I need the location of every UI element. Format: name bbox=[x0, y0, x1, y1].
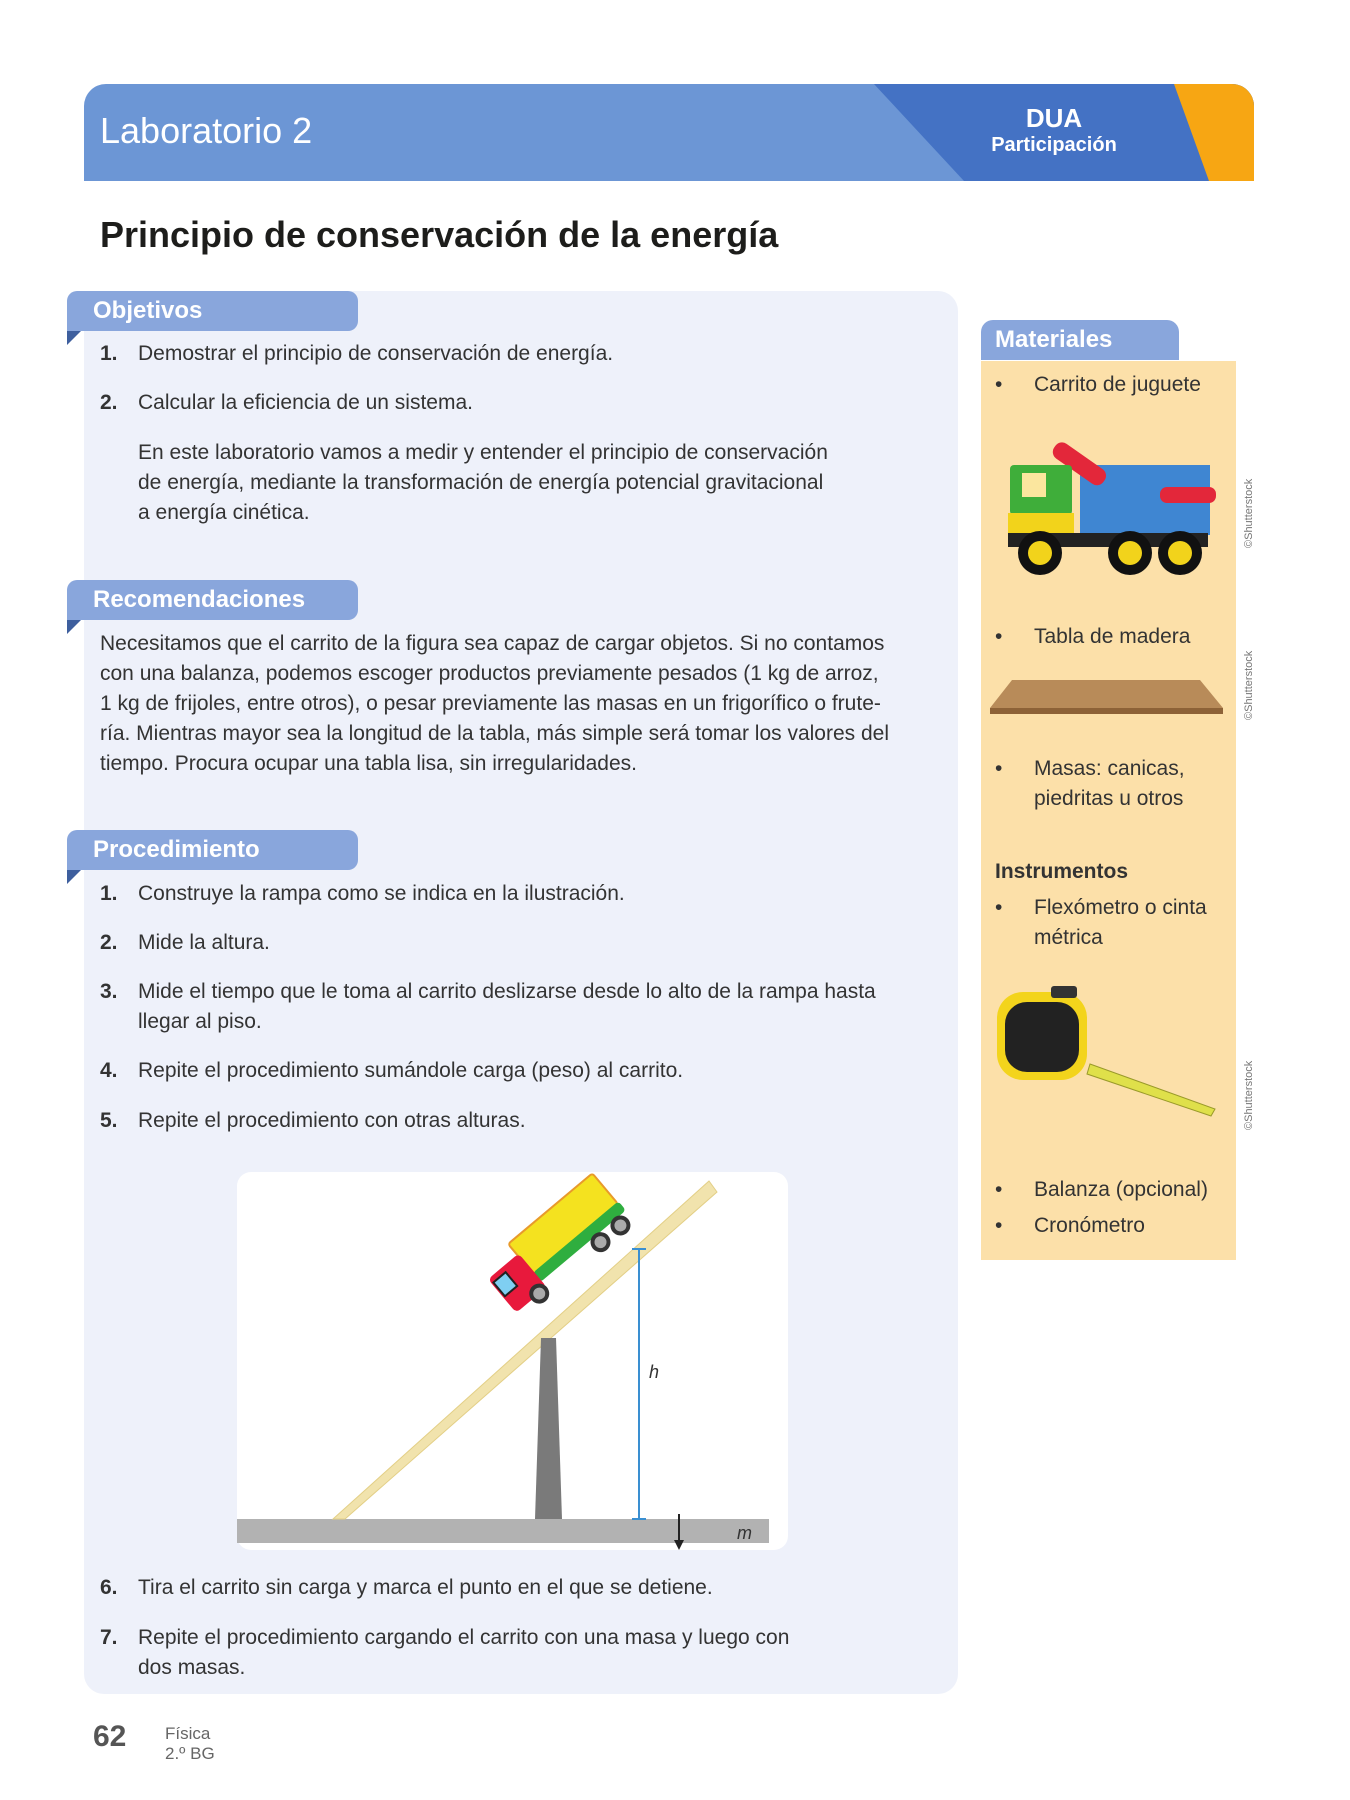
instrument-item: Cronómetro bbox=[1034, 1214, 1145, 1237]
bullet: • bbox=[995, 1214, 1003, 1237]
text-line: 1 kg de frijoles, entre otros), o pesar previamente las masas en un frigorífico o frute- bbox=[100, 692, 881, 715]
step-text bbox=[138, 1106, 526, 1136]
step-text bbox=[138, 928, 270, 958]
step-text bbox=[138, 879, 625, 909]
step-line: Repite el procedimiento con otras alturas. bbox=[138, 1109, 526, 1132]
page-number: 62 bbox=[93, 1720, 127, 1753]
procedimiento-heading: Procedimiento bbox=[67, 830, 358, 870]
item-line: Flexómetro o cinta bbox=[1034, 896, 1207, 919]
ramp-diagram bbox=[237, 1172, 788, 1550]
step-number: 2. bbox=[100, 931, 118, 954]
footer-grade: 2.º BG bbox=[165, 1744, 215, 1763]
objetivos-heading: Objetivos bbox=[67, 291, 358, 331]
lab-header bbox=[84, 84, 1254, 181]
intro-paragraph bbox=[138, 438, 828, 528]
text-line: tiempo. Procura ocupar una tabla lisa, sin irregularidades. bbox=[100, 752, 637, 775]
dua-subtitle: Participación bbox=[991, 134, 1117, 156]
recomendaciones-heading: Recomendaciones bbox=[67, 580, 358, 620]
step-number: 3. bbox=[100, 980, 118, 1003]
bullet: • bbox=[995, 896, 1003, 919]
step-text bbox=[138, 977, 876, 1037]
bullet: • bbox=[995, 373, 1003, 396]
step-number: 7. bbox=[100, 1626, 118, 1649]
step-number: 6. bbox=[100, 1576, 118, 1599]
objective-text: Demostrar el principio de conservación de energía. bbox=[138, 342, 614, 365]
text-line: ría. Mientras mayor sea la longitud de la tabla, más simple será tomar los valores del bbox=[100, 722, 890, 745]
toy-dump-truck-image bbox=[1000, 425, 1225, 585]
bullet: • bbox=[995, 1178, 1003, 1201]
step-line: Mide el tiempo que le toma al carrito deslizarse desde lo alto de la rampa hasta bbox=[138, 980, 876, 1003]
paragraph-line: a energía cinética. bbox=[138, 501, 310, 524]
bullet: • bbox=[995, 757, 1003, 780]
step-line: Construye la rampa como se indica en la ilustración. bbox=[138, 882, 625, 905]
toy-truck-illustration bbox=[479, 1172, 638, 1321]
material-item: Tabla de madera bbox=[1034, 625, 1191, 648]
ground bbox=[237, 1519, 769, 1543]
objective-number: 2. bbox=[100, 391, 118, 414]
step-line: Mide la altura. bbox=[138, 931, 270, 954]
objective-text: Calcular la eficiencia de un sistema. bbox=[138, 391, 473, 414]
paragraph-line: de energía, mediante la transformación de energía potencial gravitacional bbox=[138, 471, 824, 494]
instrumentos-heading: Instrumentos bbox=[995, 860, 1129, 883]
bullet: • bbox=[995, 625, 1003, 648]
step-line: Repite el procedimiento cargando el carrito con una masa y luego con bbox=[138, 1626, 790, 1649]
step-text bbox=[138, 1573, 713, 1603]
text-line: Necesitamos que el carrito de la figura sea capaz de cargar objetos. Si no contamos bbox=[100, 632, 885, 655]
material-item bbox=[1034, 754, 1185, 814]
instrument-item bbox=[1034, 893, 1207, 953]
recomendaciones-text bbox=[100, 629, 889, 779]
step-line: dos masas. bbox=[138, 1656, 246, 1679]
step-number: 1. bbox=[100, 882, 118, 905]
photo-credit: ©Shutterstock bbox=[1243, 478, 1255, 548]
instrument-item: Balanza (opcional) bbox=[1034, 1178, 1208, 1201]
objective-number: 1. bbox=[100, 342, 118, 365]
step-line: llegar al piso. bbox=[138, 1010, 262, 1033]
wooden-board-image bbox=[990, 678, 1225, 716]
step-line: Tira el carrito sin carga y marca el punto en el que se detiene. bbox=[138, 1576, 713, 1599]
dua-badge bbox=[964, 104, 1144, 158]
footer-subject: Física bbox=[165, 1724, 211, 1743]
item-line: piedritas u otros bbox=[1034, 787, 1184, 810]
text-line: con una balanza, podemos escoger productos previamente pesados (1 kg de arroz, bbox=[100, 662, 879, 685]
materiales-heading: Materiales bbox=[981, 320, 1179, 360]
height-marker bbox=[632, 1249, 646, 1519]
page-title: Principio de conservación de la energía bbox=[100, 214, 779, 255]
step-line: Repite el procedimiento sumándole carga (peso) al carrito. bbox=[138, 1059, 684, 1082]
lab-title: Laboratorio 2 bbox=[100, 110, 313, 151]
mass-label: m bbox=[737, 1523, 752, 1543]
height-label: h bbox=[649, 1362, 660, 1382]
item-line: métrica bbox=[1034, 926, 1103, 949]
photo-credit: ©Shutterstock bbox=[1243, 1060, 1255, 1130]
step-number: 5. bbox=[100, 1109, 118, 1132]
support-pillar bbox=[535, 1338, 562, 1519]
step-text bbox=[138, 1056, 683, 1086]
photo-credit: ©Shutterstock bbox=[1243, 650, 1255, 720]
item-line: Masas: canicas, bbox=[1034, 757, 1185, 780]
step-text bbox=[138, 1623, 789, 1683]
dua-title: DUA bbox=[1025, 103, 1083, 133]
material-item: Carrito de juguete bbox=[1034, 373, 1201, 396]
tape-measure-image bbox=[995, 984, 1220, 1134]
step-number: 4. bbox=[100, 1059, 118, 1082]
paragraph-line: En este laboratorio vamos a medir y entender el principio de conservación bbox=[138, 441, 828, 464]
